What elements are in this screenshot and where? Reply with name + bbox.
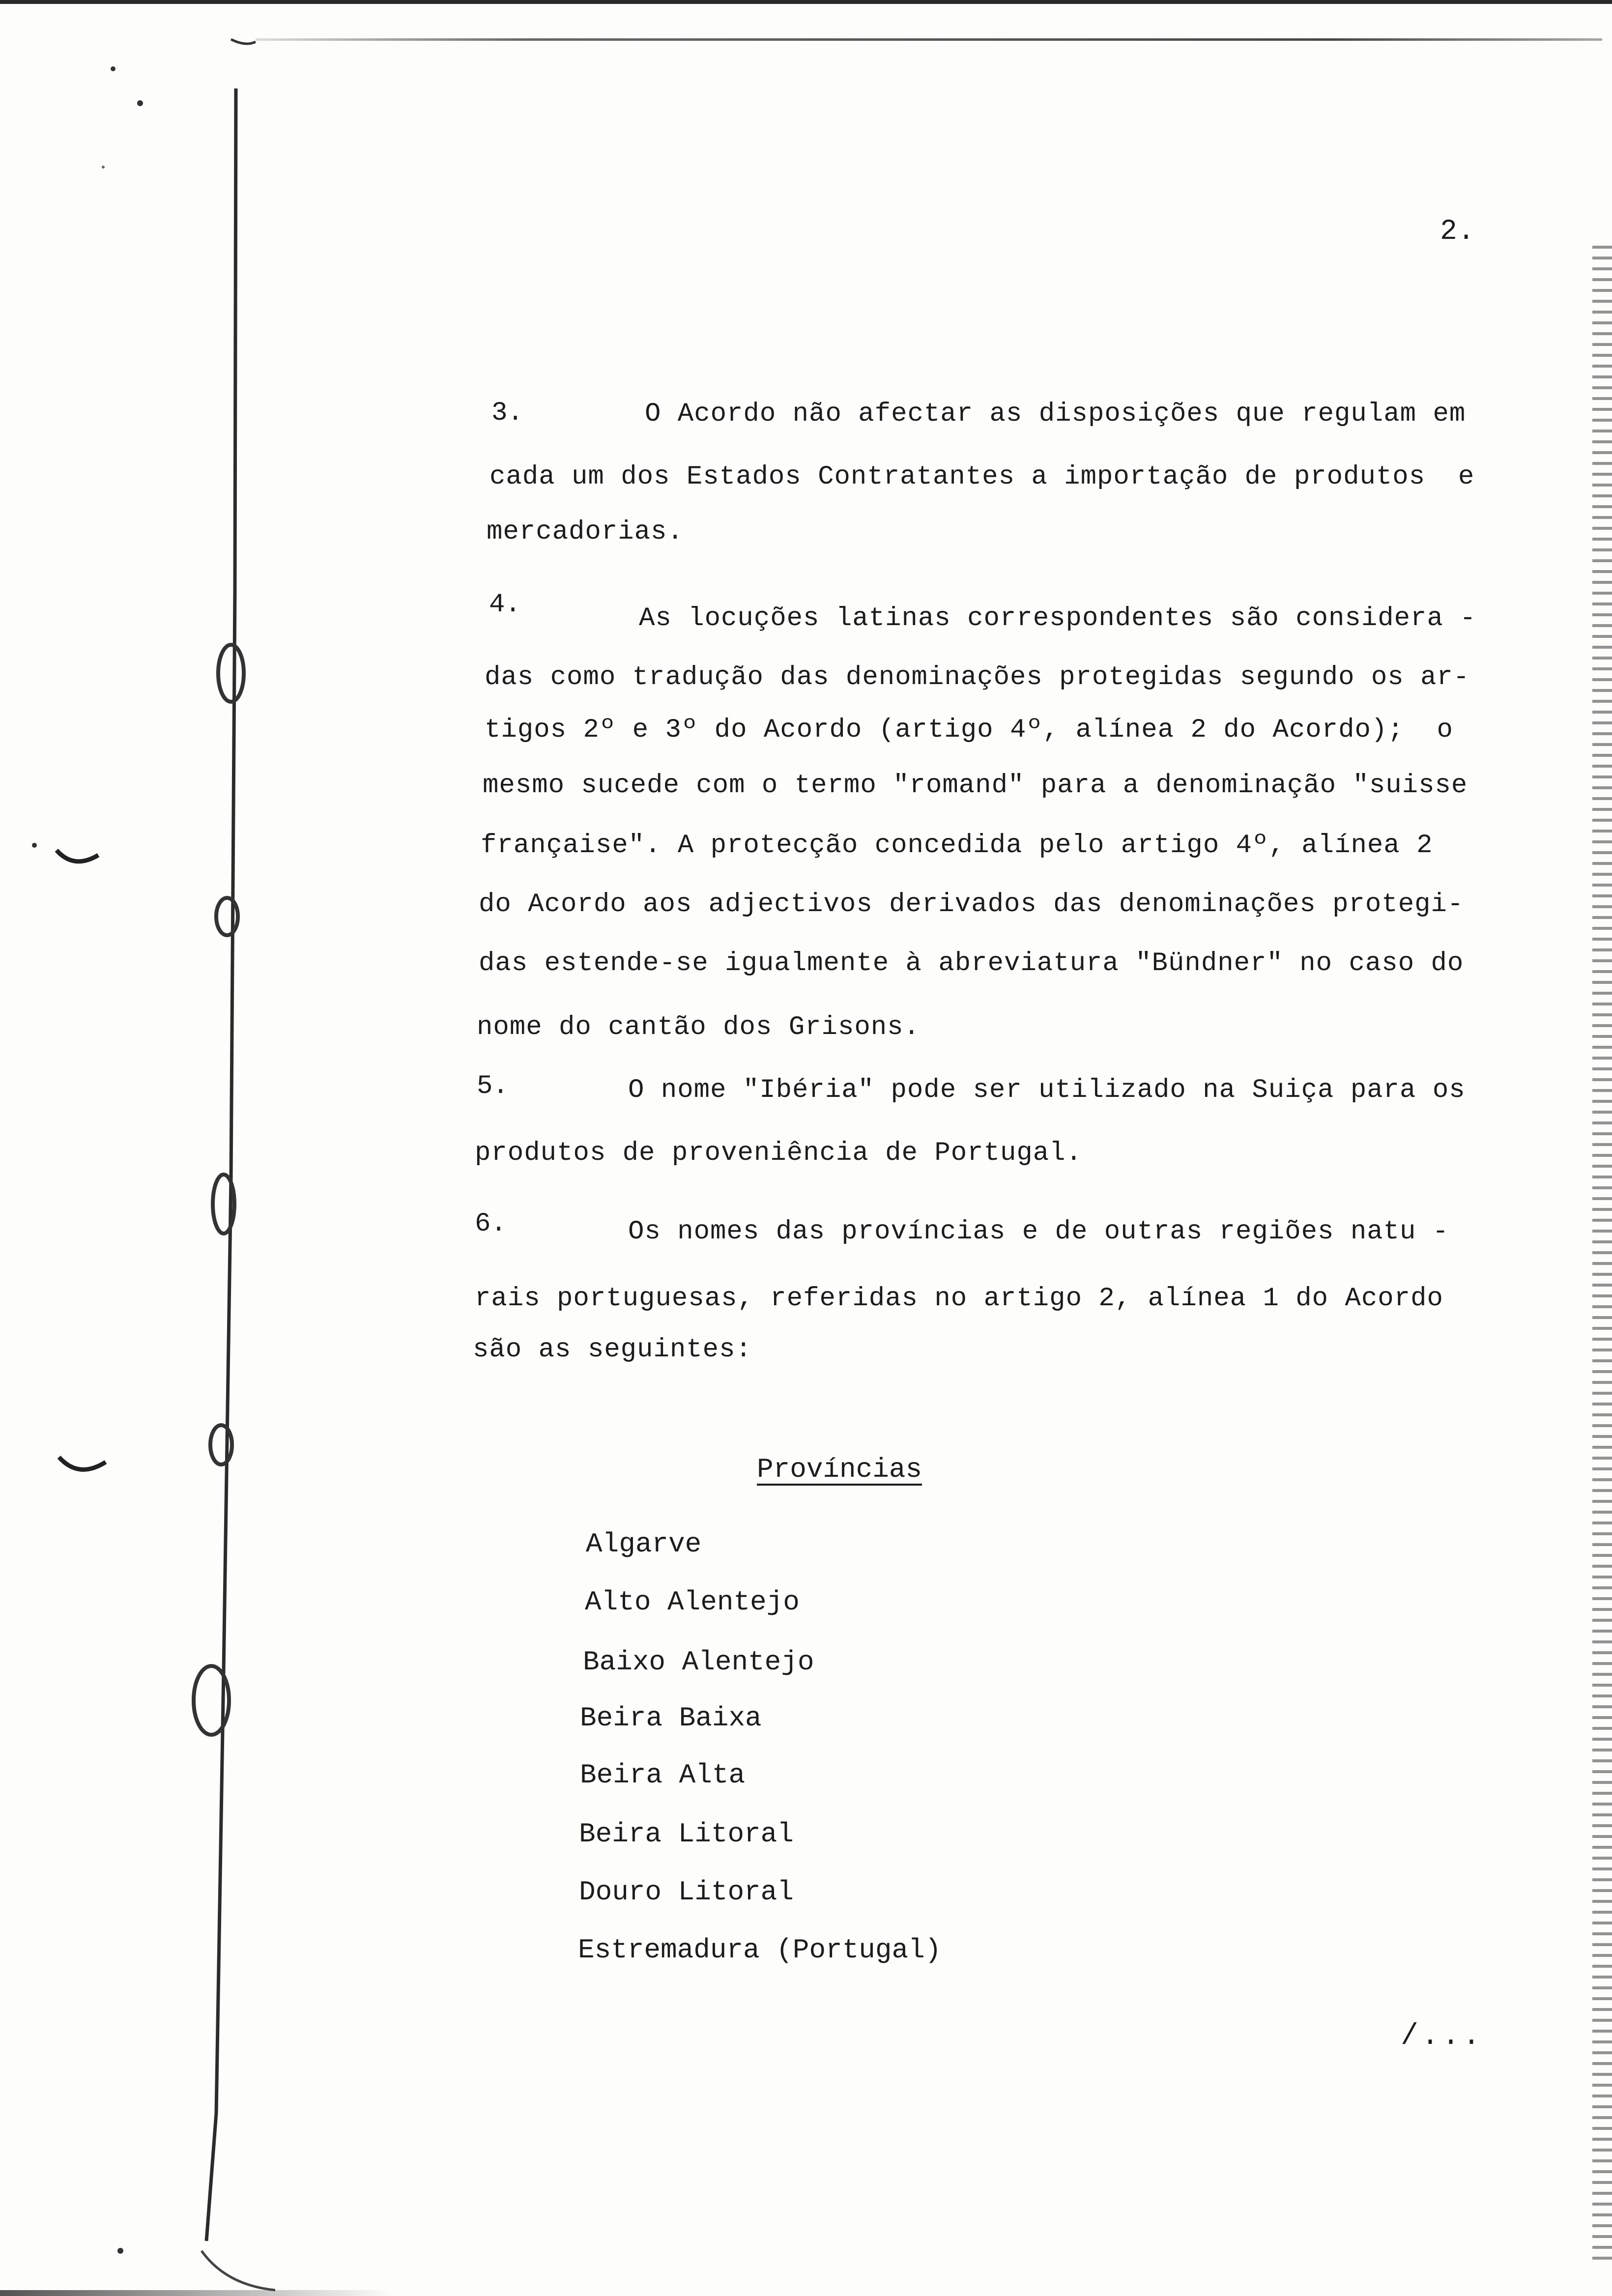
province-item: Algarve xyxy=(586,1528,702,1560)
paragraph-6-line-3: são as seguintes: xyxy=(473,1335,752,1365)
binding-margin xyxy=(0,0,275,2296)
paragraph-3-line-1: O Acordo não afectar as disposições que regulam em xyxy=(645,399,1466,429)
paragraph-6-number: 6. xyxy=(475,1209,507,1239)
page-number: 2. xyxy=(1440,216,1475,248)
paragraph-6-line-2: rais portuguesas, referidas no artigo 2, alínea 1 do Acordo xyxy=(475,1284,1443,1314)
paragraph-4-line-5: française". A protecção concedida pelo artigo 4º, alínea 2 xyxy=(481,831,1433,861)
provinces-heading: Províncias xyxy=(757,1454,922,1485)
paragraph-4-line-6: do Acordo aos adjectivos derivados das denominações protegi- xyxy=(479,890,1464,919)
province-item: Douro Litoral xyxy=(579,1876,794,1908)
province-item: Alto Alentejo xyxy=(585,1586,800,1618)
province-item: Baixo Alentejo xyxy=(583,1646,814,1678)
paragraph-5-line-1: O nome "Ibéria" pode ser utilizado na Suiça para os xyxy=(628,1075,1466,1105)
paragraph-4-line-2: das como tradução das denominações protegidas segundo os ar- xyxy=(485,662,1470,692)
paragraph-3-line-2: cada um dos Estados Contratantes a importação de produtos e xyxy=(489,462,1475,492)
paragraph-3-number: 3. xyxy=(491,398,523,428)
continuation-mark: /... xyxy=(1401,2020,1484,2053)
paragraph-4-line-8: nome do cantão dos Grisons. xyxy=(477,1012,920,1042)
paragraph-4-line-3: tigos 2º e 3º do Acordo (artigo 4º, alínea 2 do Acordo); o xyxy=(485,715,1453,745)
province-item: Estremadura (Portugal) xyxy=(578,1934,942,1966)
scan-right-edge xyxy=(1592,246,1612,2261)
scan-top-rule xyxy=(256,38,1602,41)
paragraph-4-number: 4. xyxy=(489,590,521,620)
paragraph-3-line-3: mercadorias. xyxy=(487,517,684,547)
province-item: Beira Alta xyxy=(580,1759,746,1791)
province-item: Beira Litoral xyxy=(579,1818,794,1850)
paragraph-5-number: 5. xyxy=(477,1071,509,1101)
paragraph-5-line-2: produtos de proveniência de Portugal. xyxy=(475,1138,1082,1168)
province-item: Beira Baixa xyxy=(580,1702,762,1734)
paragraph-4-line-4: mesmo sucede com o termo "romand" para a denominação "suisse xyxy=(483,771,1468,801)
paragraph-4-line-1: As locuções latinas correspondentes são considera - xyxy=(639,603,1476,633)
paragraph-4-line-7: das estende-se igualmente à abreviatura "Bündner" no caso do xyxy=(479,948,1464,978)
paragraph-6-line-1: Os nomes das províncias e de outras regiões natu - xyxy=(628,1217,1449,1247)
